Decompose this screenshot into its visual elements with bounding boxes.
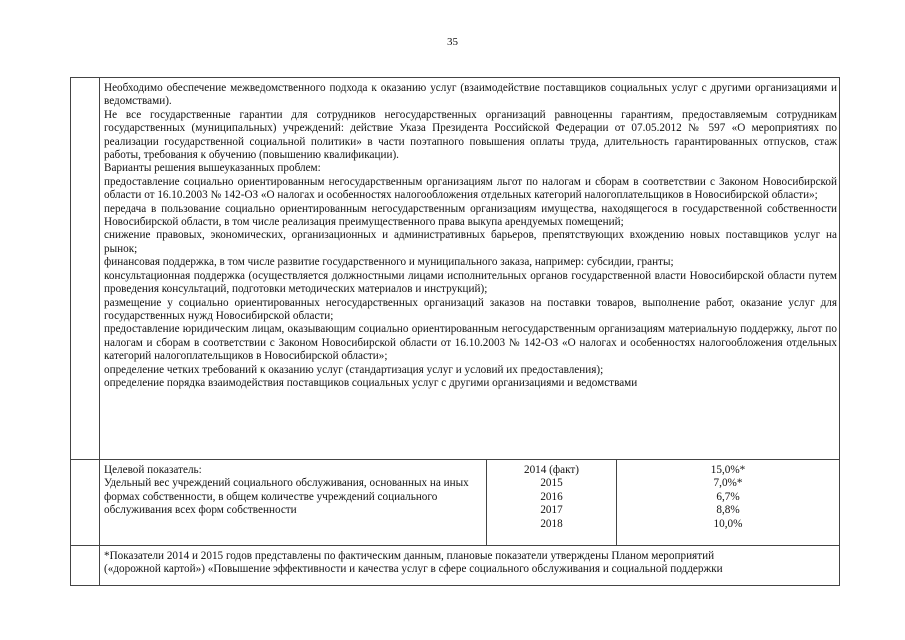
paragraph: предоставление социально ориентированным негосударственным организациям льгот по налогам и сборам в соответствии с Законом Новосибирской области от 16.10.2003 № 142-ОЗ «О налогах и особенностях налогообложения отдельных категорий налогоплательщиков в Новосибирской области»; <box>104 175 838 202</box>
footnote-line: *Показатели 2014 и 2015 годов представлены по фактическим данным, плановые показатели утверждены Планом мероприятий <box>104 550 715 562</box>
indicator-year: 2016 <box>540 490 563 503</box>
problems-row <box>71 78 840 460</box>
document-table <box>70 77 840 586</box>
paragraph: снижение правовых, экономических, организационных и административных барьеров, препятствующих вхождению новых поставщиков услуг на рынок; <box>104 229 838 255</box>
page-number: 35 <box>447 36 458 48</box>
indicator-value: 15,0%* <box>710 464 746 476</box>
paragraph: размещение у социально ориентированных негосударственных организаций заказов на поставки товаров, выполнение работ, оказание услуг для государственных нужд Новосибирской области; <box>104 296 838 322</box>
indicator-year: 2015 <box>540 477 563 490</box>
row-index-cell <box>71 460 100 546</box>
indicator-row <box>71 460 840 546</box>
paragraph: Не все государственные гарантии для сотрудников негосударственных организаций равноценны гарантиям, предоставляемым сотрудникам государственных (муниципальных) учреждений: действие Указа Президента Российской Федерации от 07.05.2012 № 597 «О мероприятиях по реализации государственной социальной политики» в части поэтапного повышения оплаты труда, длительность гарантированных отпусков, стаж работы, требования к обучению (повышению квалификации). <box>104 108 838 162</box>
footnote-cell <box>100 546 840 586</box>
indicator-values-cell <box>617 460 840 546</box>
row-index-cell <box>71 546 100 586</box>
paragraph: предоставление юридическим лицам, оказывающим социально ориентированным негосударственным организациям материальную поддержку, льгот по налогам и сборам в соответствии с Законом Новосибирской области от 16.10.2003 № 142-ОЗ «О налогах и особенностях налогообложения отдельных категорий налогоплательщиков в Новосибирской области»; <box>104 323 838 363</box>
indicator-value: 7,0%* <box>713 477 743 490</box>
row-index-cell <box>71 78 100 460</box>
problems-text-cell <box>100 78 840 460</box>
paragraph: передача в пользование социально ориентированным негосударственным организациям имущества, находящегося в государственной собственности Новосибирской области, в том числе реализация преимущественного права выкупа арендуемых помещений; <box>104 202 838 229</box>
indicator-label-cell <box>100 460 487 546</box>
indicator-title: Целевой показатель: <box>104 464 202 476</box>
indicator-year: 2014 (факт) <box>523 464 579 476</box>
indicator-year: 2018 <box>540 517 563 530</box>
indicator-year: 2017 <box>540 504 563 517</box>
indicator-description: Удельный вес учреждений социального обслуживания, основанных на иных формах собственности, в общем количестве учреждений социального обслуживания всех форм собственности <box>104 477 469 517</box>
indicator-value: 6,7% <box>716 490 740 503</box>
indicator-value: 10,0% <box>713 517 743 530</box>
paragraph: Необходимо обеспечение межведомственного подхода к оказанию услуг (взаимодействие поставщиков социальных услуг с другими организациями и ведомствами). <box>104 82 838 108</box>
indicator-years-cell <box>487 460 617 546</box>
paragraph: определение порядка взаимодействия поставщиков социальных услуг с другими организациями и ведомствами <box>104 376 638 389</box>
paragraph: консультационная поддержка (осуществляется должностными лицами исполнительных органов государственной власти Новосибирской области путем проведения консультаций, подготовки методических материалов и инструкций); <box>104 269 838 296</box>
paragraph: Варианты решения вышеуказанных проблем: <box>104 162 321 175</box>
paragraph: определение четких требований к оказанию услуг (стандартизация услуг и условий их предоставления); <box>104 363 604 376</box>
footnote-line: («дорожной картой») «Повышение эффективности и качества услуг в сфере социального обслуживания и социальной поддержки <box>104 563 723 576</box>
footnote-row <box>71 546 840 586</box>
paragraph: финансовая поддержка, в том числе развитие государственного и муниципального заказа, например: субсидии, гранты; <box>104 256 674 269</box>
indicator-value: 8,8% <box>716 504 740 517</box>
